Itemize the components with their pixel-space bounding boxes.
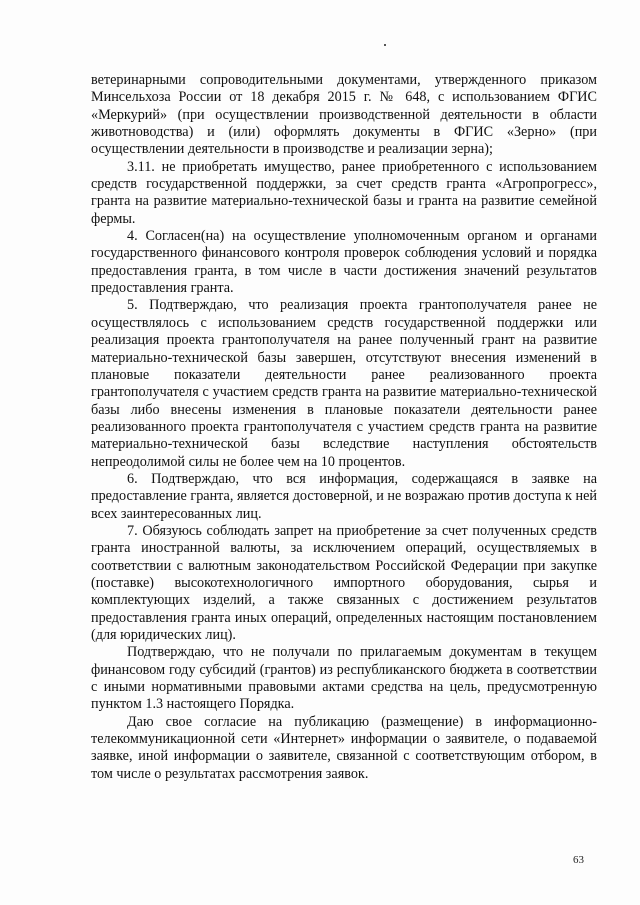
paragraph-5: 5. Подтверждаю, что реализация проекта грантополучателя ранее не осуществлялось с использованием средств государственной поддержки или реализация проекта грантополучателя на ранее полученный грант на развитие материально-технической базы завершен, отсутствуют внесения изменений в плановые показатели деятельности ранее реализованного проекта грантополучателя с участием средств гранта на развитие материально-технической базы либо внесены изменения в плановые показатели деятельности ранее реализованного проекта грантополучателя с участием средств гранта на развитие материально-технической базы вследствие наступления обстоятельств непреодолимой силы не более чем на 10 процентов.	[91, 297, 597, 470]
paragraph-6: 6. Подтверждаю, что вся информация, содержащаяся в заявке на предоставление гранта, является достоверной, и не возражаю против доступа к ней всех заинтересованных лиц.	[91, 470, 597, 522]
paragraph-7: 7. Обязуюсь соблюдать запрет на приобретение за счет полученных средств гранта иностранной валюты, за исключением операций, осуществляемых в соответствии с валютным законодательством Российской Федерации при закупке (поставке) высокотехнологичного импортного оборудования, сырья и комплектующих изделий, а также связанных с достижением результатов предоставления гранта иных операций, определенных настоящим постановлением (для юридических лиц).	[91, 522, 597, 643]
scan-speck	[384, 44, 386, 46]
paragraph-confirmation: Подтверждаю, что не получали по прилагаемым документам в текущем финансовом году субсидий (грантов) из республиканского бюджета в соответствии с иными нормативными правовыми актами средства на цель, предусмотренную пунктом 1.3 настоящего Порядка.	[91, 644, 597, 713]
paragraph-3-11: 3.11. не приобретать имущество, ранее приобретенного с использованием средств государственной поддержки, за счет средств гранта «Агропрогресс», гранта на развитие материально-технической базы и гранта на развитие семейной фермы.	[91, 158, 597, 227]
page-number: 63	[573, 854, 584, 866]
paragraph-continuation: ветеринарными сопроводительными документами, утвержденного приказом Минсельхоза России от 18 декабря 2015 г. № 648, с использованием ФГИС «Меркурий» (при осуществлении производственной деятельности в области животноводства) и (или) оформлять документы в ФГИС «Зерно» (при осуществлении деятельности в производстве и реализации зерна);	[91, 72, 597, 158]
paragraph-4: 4. Согласен(на) на осуществление уполномоченным органом и органами государственного финансового контроля проверок соблюдения условий и порядка предоставления гранта, в том числе в части достижения значений результатов предоставления гранта.	[91, 228, 597, 297]
document-body	[91, 72, 597, 783]
paragraph-consent: Даю свое согласие на публикацию (размещение) в информационно-телекоммуникационной сети «Интернет» информации о заявителе, о подаваемой заявке, иной информации о заявителе, связанной с соответствующим отбором, в том числе о результатах рассмотрения заявок.	[91, 713, 597, 782]
